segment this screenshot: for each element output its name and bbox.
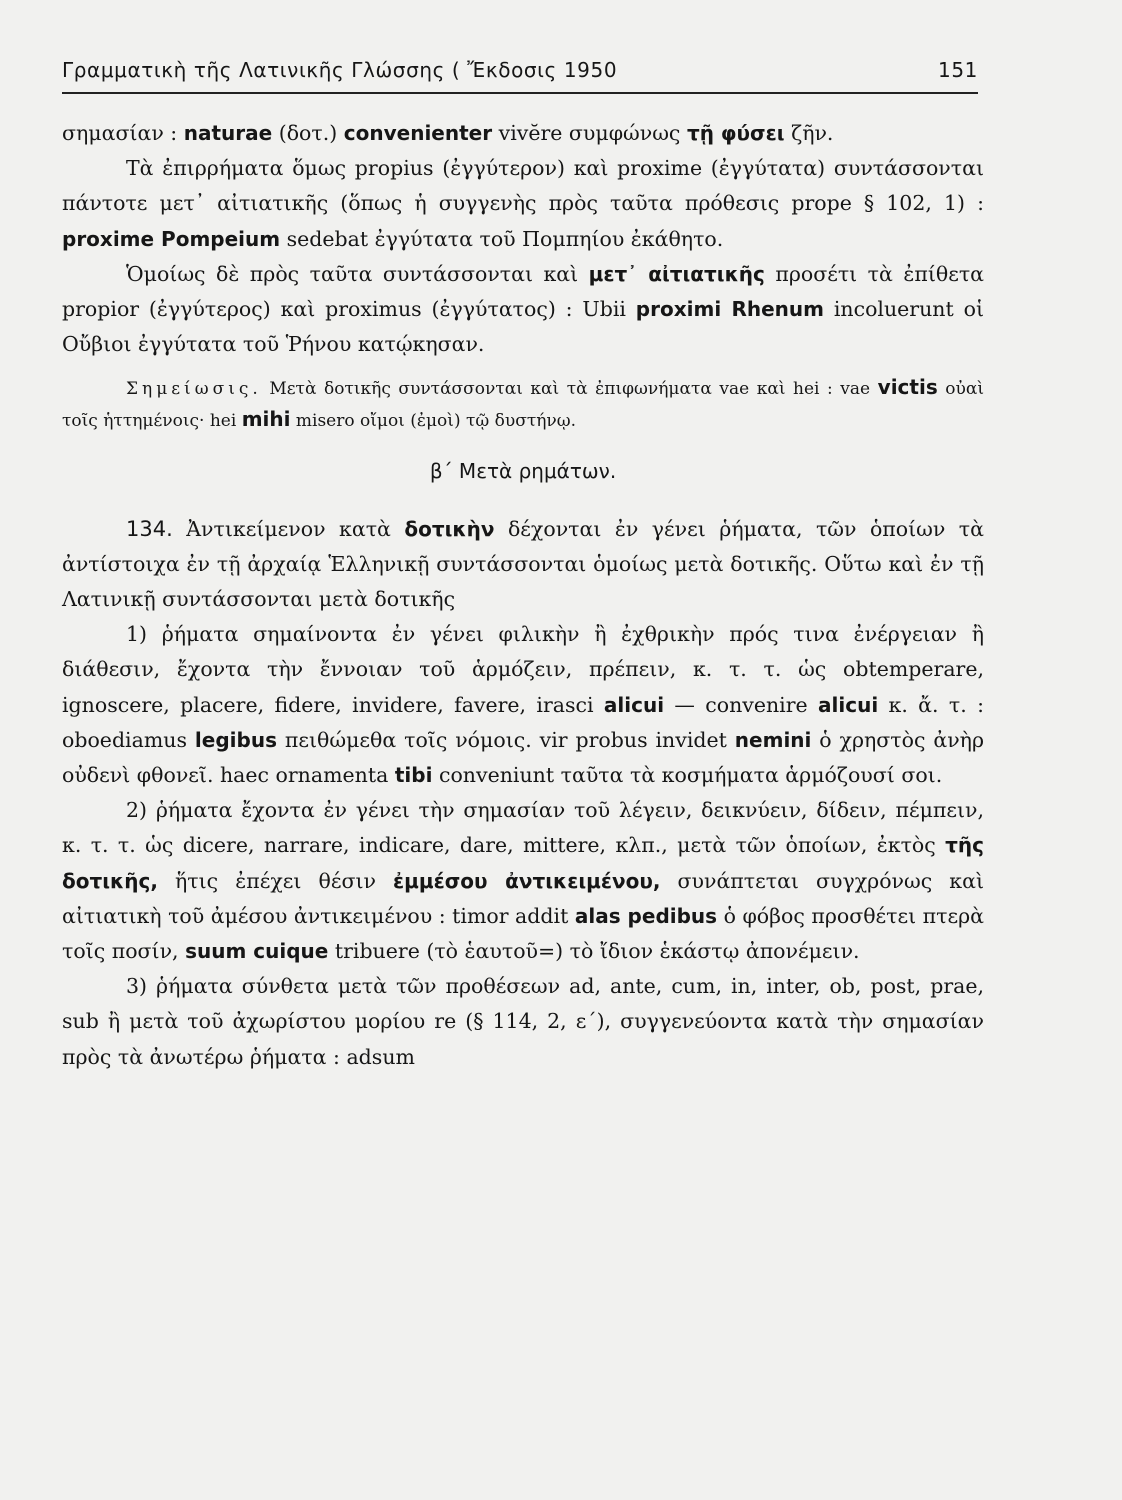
note-label: Σημείωσις.: [126, 379, 262, 400]
text-run: συνάπτεται συγχρόνως καὶ αἰτιατικὴ τοῦ ἀμέσου ἀντικειμένου : timor addit: [62, 868, 984, 928]
text-run: 3) ῥήματα σύνθετα μετὰ τῶν προθέσεων ad, ante, cum, in, inter, ob, post, prae, sub ἢ μετὰ τοῦ ἀχωρίστου μορίου re (§ 114, 2, ε΄), συγγενεύοντα κατὰ τὴν σημασίαν πρὸς τὰ ἀνωτέρω ῥήματα : adsum: [62, 974, 984, 1069]
list-item-3: [62, 969, 984, 1075]
text-run: ζῆν.: [784, 121, 834, 145]
bold-term: naturae: [183, 121, 273, 145]
bold-term: τῆς δοτικῆς,: [62, 833, 984, 893]
bold-term: legibus: [194, 727, 277, 752]
text-run: conveniunt ταῦτα τὰ κοσμήματα ἁρμόζουσί σοι.: [432, 763, 943, 788]
text-run: sedebat ἐγγύτατα τοῦ Πομπηίου ἐκάθητο.: [280, 226, 724, 251]
subsection-heading: β΄ Μετὰ ρημάτων.: [429, 459, 617, 484]
bold-term: alicui: [818, 692, 879, 717]
text-run: (δοτ.): [272, 121, 344, 145]
text-run: Ὁμοίως δὲ πρὸς ταῦτα συντάσσονται καὶ: [126, 261, 589, 286]
text-run: Ἀντικείμενον κατὰ: [172, 516, 405, 541]
bold-term: mihi: [241, 407, 291, 432]
bold-term: μετ᾿ αἰτιατικῆς: [588, 261, 765, 286]
text-run: vivĕre συμφώνως: [492, 121, 687, 145]
text-run: tribuere (τὸ ἑαυτοῦ=) τὸ ἴδιον ἑκάστῳ ἀπονέμειν.: [328, 939, 860, 964]
bold-term: victis: [877, 375, 938, 400]
text-run: Τὰ ἐπιρρήματα ὅμως propius (ἐγγύτερον) καὶ proxime (ἐγγύτατα) συντάσσονται πάντοτε μετ᾿ αἰτιατικῆς (ὅπως ἡ συγγενὴς πρὸς ταῦτα πρόθεσις prope § 102, 1) :: [62, 156, 984, 216]
text-run: Μετὰ δοτικῆς συντάσσονται καὶ τὰ ἐπιφωνήματα vae καὶ hei : vae: [261, 379, 878, 400]
bold-term: alas pedibus: [574, 903, 718, 928]
page-number: 151: [938, 58, 978, 82]
paragraph-adverbs: [62, 151, 984, 257]
page-body: [62, 116, 984, 1075]
bold-term: ἐμμέσου ἀντικειμένου,: [393, 868, 661, 893]
text-run: πειθώμεθα τοῖς νόμοις. vir probus invidet: [276, 727, 735, 752]
paragraph-adjectives: [62, 257, 984, 363]
bold-term: tibi: [394, 763, 433, 788]
text-run: 1) ῥήματα σημαίνοντα ἐν γένει φιλικὴν ἢ ἐχθρικὴν πρός τινα ἐνέργειαν ἢ διάθεσιν, ἔχοντα τὴν ἔννοιαν τοῦ ἁρμόζειν, πρέπειν, κ. τ. τ. ὡς obtemperare, ignoscere, placere, fidere, invidere, favere, irasci: [62, 622, 984, 717]
text-run: προσέτι τὰ ἐπίθετα propior (ἐγγύτερος) καὶ proximus (ἐγγύτατος) : Ubii: [62, 261, 984, 322]
section-number: 134.: [126, 516, 173, 541]
bold-term: proximi Rhenum: [635, 297, 824, 322]
list-item-1: [62, 617, 984, 793]
note-paragraph: [62, 372, 984, 436]
list-item-2: [62, 793, 984, 969]
bold-term: δοτικὴν: [404, 516, 495, 541]
text-run: misero οἴμοι (ἐμοὶ) τῷ δυστήνῳ.: [290, 411, 577, 432]
text-run: — convenire: [664, 692, 819, 717]
text-run: ἥτις ἐπέχει θέσιν: [157, 868, 394, 893]
bold-term: suum cuique: [185, 939, 329, 964]
paragraph-continuation: [62, 116, 984, 151]
bold-term: τῇ φύσει: [686, 121, 785, 145]
text-run: ὁ χρηστὸς ἀνὴρ οὐδενὶ φθονεῖ. haec ornamenta: [62, 727, 985, 788]
text-run: οὐαὶ τοῖς ἡττημένοις· hei: [62, 379, 984, 432]
running-title: Γραμματικὴ τῆς Λατινικῆς Γλώσσης ( Ἔκδοσις 1950: [62, 58, 618, 82]
bold-term: nemini: [734, 727, 812, 752]
text-run: σημασίαν :: [62, 121, 184, 145]
text-run: κ. ἄ. τ. : oboediamus: [62, 692, 984, 752]
bold-term: convenienter: [343, 121, 493, 145]
bold-term: alicui: [603, 692, 665, 717]
text-run: ὁ φόβος προσθέτει πτερὰ τοῖς ποσίν,: [62, 903, 985, 964]
text-run: incoluerunt οἱ Οὔβιοι ἐγγύτατα τοῦ Ῥήνου κατῴκησαν.: [62, 297, 984, 357]
running-header: [62, 56, 978, 94]
text-run: δέχονται ἐν γένει ῥήματα, τῶν ὁποίων τὰ ἀντίστοιχα ἐν τῇ ἀρχαίᾳ Ἑλληνικῇ συντάσσονται ὁμοίως μετὰ δοτικῆς. Οὕτω καὶ ἐν τῇ Λατινικῇ συντάσσονται μετὰ δοτικῆς: [62, 516, 984, 612]
section-134: [62, 512, 984, 618]
bold-term: proxime Pompeium: [62, 226, 281, 251]
text-run: 2) ῥήματα ἔχοντα ἐν γένει τὴν σημασίαν τοῦ λέγειν, δεικνύειν, δίδειν, πέμπειν, κ. τ. τ. ὡς dicere, narrare, indicare, dare, mittere, κλπ., μετὰ τῶν ὁποίων, ἐκτὸς: [62, 798, 984, 858]
